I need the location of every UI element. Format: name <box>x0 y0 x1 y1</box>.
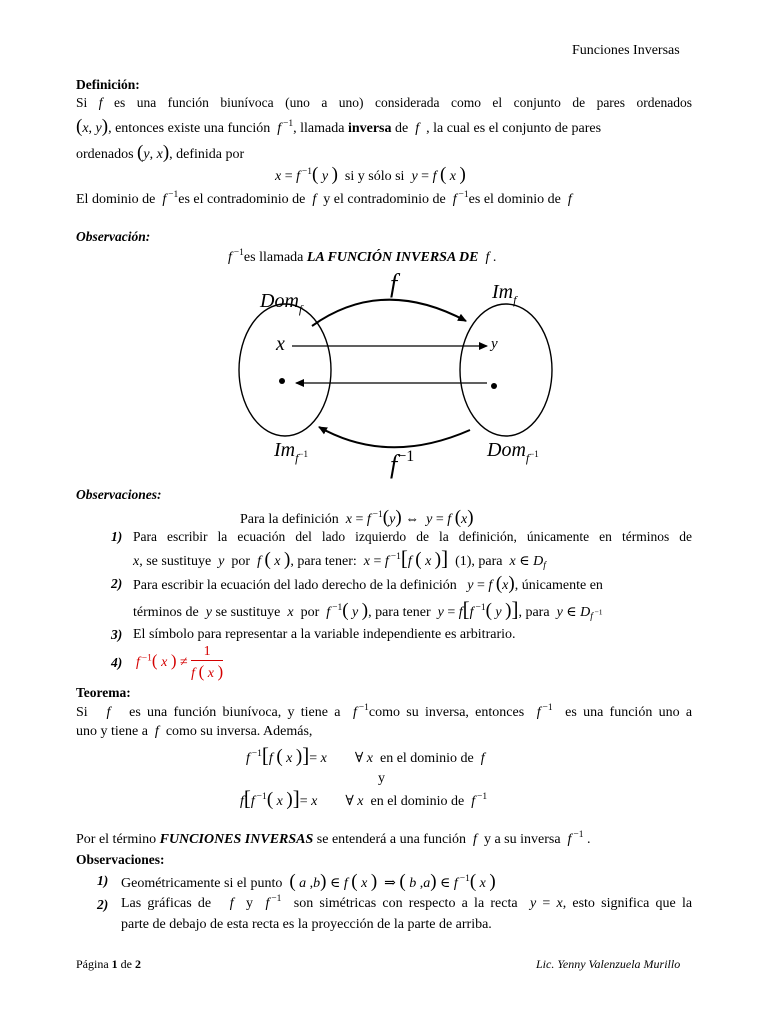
theorem-equation-1: f $^{-1}$[f ( x )]= x ∀ x en el dominio de f <box>246 743 485 767</box>
theorem-y: y <box>378 771 385 786</box>
observation-4-formula: f $^{-1}$( x ) ≠ $\frac{1}{f ( x )}$ <box>136 644 224 681</box>
domain-ellipse <box>239 304 331 436</box>
observation-3-text: El símbolo para representar a la variable independiente es arbitrario. <box>133 627 516 642</box>
observation-1-number: 1) <box>111 529 123 544</box>
author-footer: Lic. Yenny Valenzuela Murillo <box>536 957 681 971</box>
label-dom-f: Dom$_f$ <box>260 290 303 316</box>
label-im-f: $Im_f$ <box>492 281 517 307</box>
observation-1-line-2: x, se sustituye y por f ( x ), para tener: x = f $^{-1}$[f ( x )] (1), para x ∈ $D_f$ <box>133 546 546 571</box>
arrow-finv <box>319 427 470 447</box>
arrow-f <box>312 300 466 326</box>
observation-text: f $^{-1}$es llamada LA FUNCIÓN INVERSA DE f . <box>228 248 497 265</box>
label-dom-finv: Dom$_f^{-1}$ <box>487 439 539 465</box>
image-ellipse <box>460 304 552 436</box>
definition-heading: Definición: <box>76 77 140 92</box>
page-number: Página 1 de 2 <box>76 957 141 971</box>
observation-2-line-1: Para escribir la ecuación del lado derecho de la definición y = f (x), únicamente en <box>133 573 603 594</box>
label-finv: $f^{-1}$ <box>390 448 415 479</box>
theorem-line-2: uno y tiene a f como su inversa. Además, <box>76 724 313 739</box>
observations-2-heading: Observaciones: <box>76 852 165 867</box>
theorem-heading: Teorema: <box>76 685 131 700</box>
theorem-equation-2: f[f $^{-1}$( x )]= x ∀ x en el dominio de f $^{-1}$ <box>240 786 488 810</box>
running-header: Funciones Inversas <box>572 43 680 58</box>
observation2-1-text: Geométricamente si el punto ( a ,b) ∈ f ( x ) ⇒ ( b ,a) ∈ f $^{-1}$( x ) <box>121 871 496 892</box>
observation-3-number: 3) <box>111 627 123 642</box>
observations-heading: Observaciones: <box>76 487 162 502</box>
observation2-2-line-2: parte de debajo de esta recta es la proyección de la parte de arriba. <box>121 917 492 932</box>
inverse-functions-definition: Por el término FUNCIONES INVERSAS se entenderá a una función f y a su inversa f $^{-1}$ . <box>76 830 591 847</box>
inverse-function-diagram <box>230 268 570 480</box>
definition-line-3: ordenados (y, x), definida por <box>76 142 245 163</box>
definition-equation: x = f $^{-1}$( y ) si y sólo si y = f ( x ) <box>275 164 466 185</box>
domain-statement: El dominio de f $^{-1}$es el contradominio de f y el contradominio de f $^{-1}$es el dominio de f <box>76 190 572 207</box>
point-x <box>279 378 285 384</box>
observation2-2-number: 2) <box>97 897 109 912</box>
observation2-1-number: 1) <box>97 873 109 888</box>
observation-2-line-2: términos de y se sustituye x por f $^{-1}$( y ), para tener y = f[f $^{-1}$( y )], para y ∈ $D_{f ^{-1}}$ <box>133 597 603 622</box>
observation-heading: Observación: <box>76 229 151 244</box>
observation-2-number: 2) <box>111 576 123 591</box>
para-definicion-line: Para la definición x = f $^{-1}$(y) ⇔ y = f (x) <box>240 507 474 528</box>
observation2-2-line-1: Las gráficas de f y f $^{-1}$ son simétricas con respecto a la recta y = x, esto significa que la <box>121 894 693 911</box>
definition-line-2: (x, y), entonces existe una función f $^{-1}$, llamada inversa de f , la cual es el conjunto de pares <box>76 116 602 137</box>
label-f: f <box>390 269 398 298</box>
label-y: y <box>491 336 498 352</box>
theorem-line-1: Si f es una función biunívoca, y tiene a f $^{-1}$como su inversa, entonces f $^{-1}$ es una función uno a <box>76 703 693 720</box>
label-x: x <box>276 333 285 355</box>
observation-1-line-1: Para escribir la ecuación del lado izquierdo de la definición, únicamente en términos de <box>133 529 692 544</box>
point-y <box>491 383 497 389</box>
observation-4-number: 4) <box>111 655 123 670</box>
label-im-finv: $Im_f^{-1}$ <box>274 439 309 465</box>
definition-line-1: Si f es una función biunívoca (uno a uno) considerada como el conjunto de pares ordenados <box>76 95 693 110</box>
